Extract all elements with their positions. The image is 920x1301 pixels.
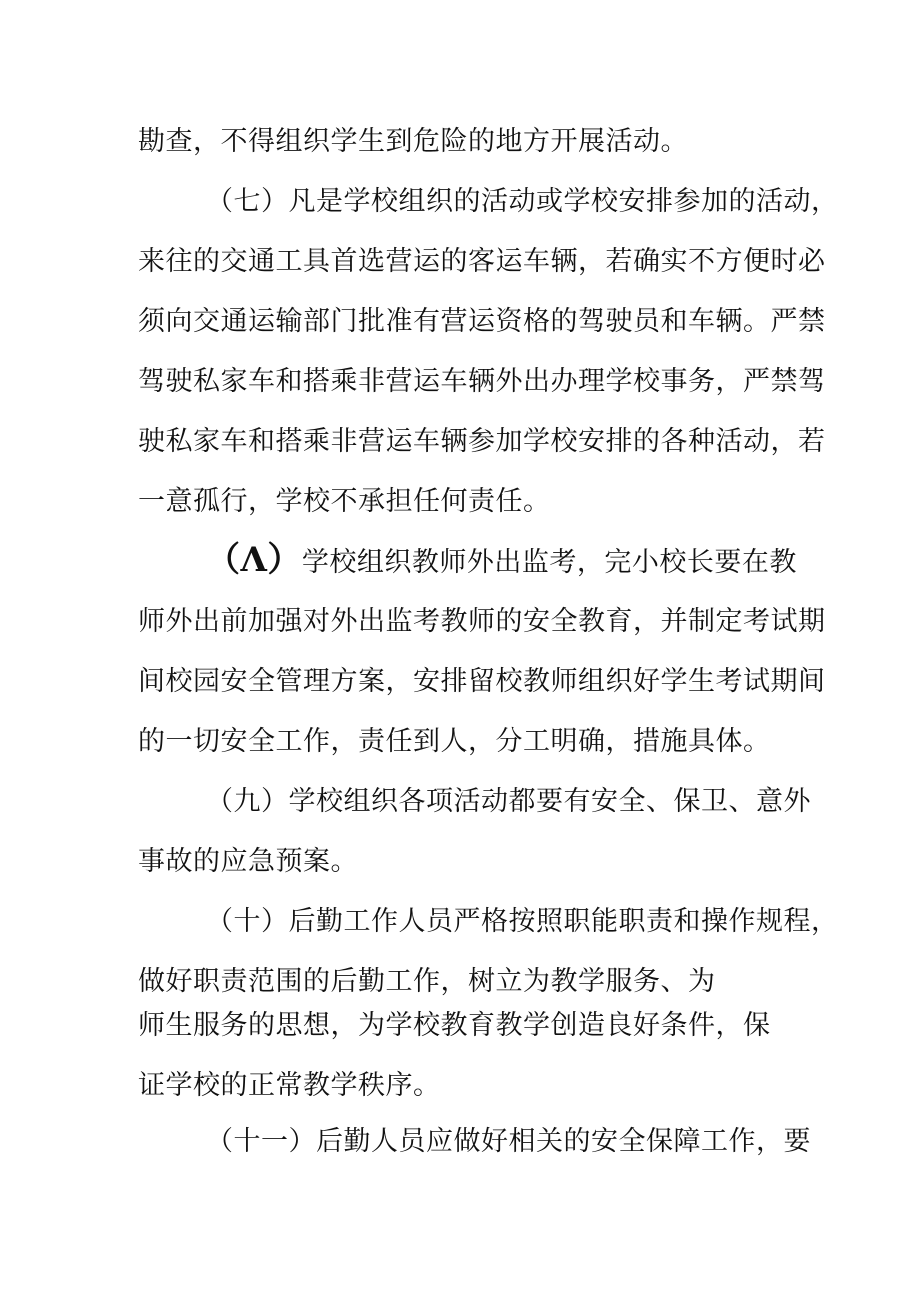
text-line: 驶私家车和搭乘非营运车辆参加学校安排的各种活动，若 xyxy=(138,426,826,457)
text-line: 做好职责范围的后勤工作，树立为教学服务、为 xyxy=(138,966,716,997)
item-8-line xyxy=(206,542,797,581)
text-line: 须向交通运输部门批准有营运资格的驾驶员和车辆。严禁 xyxy=(138,306,826,337)
text-line: 事故的应急预案。 xyxy=(138,846,358,877)
text-line: 的一切安全工作，责任到人，分工明确，措施具体。 xyxy=(138,726,771,757)
text-line: （十一）后勤人员应做好相关的安全保障工作，要 xyxy=(206,1126,811,1157)
text-line: 间校园安全管理方案，安排留校教师组织好学生考试期间 xyxy=(138,666,826,697)
text-line: （十）后勤工作人员严格按照职能职责和操作规程， xyxy=(206,906,839,937)
item-8-label: （Λ） xyxy=(206,540,302,580)
text-line: 驾驶私家车和搭乘非营运车辆外出办理学校事务，严禁驾 xyxy=(138,366,826,397)
text-line: 来往的交通工具首选营运的客运车辆，若确实不方便时必 xyxy=(138,246,826,277)
text-line: 勘查，不得组织学生到危险的地方开展活动。 xyxy=(138,126,688,157)
text-line: 一意孤行，学校不承担任何责任。 xyxy=(138,486,551,517)
item-8-text: 学校组织教师外出监考，完小校长要在教 xyxy=(301,547,797,578)
text-line: （九）学校组织各项活动都要有安全、保卫、意外 xyxy=(206,786,811,817)
text-line: 师外出前加强对外出监考教师的安全教育，并制定考试期 xyxy=(138,606,826,637)
text-line: （七）凡是学校组织的活动或学校安排参加的活动， xyxy=(206,186,839,217)
text-line: 证学校的正常教学秩序。 xyxy=(138,1070,441,1101)
text-line: 师生服务的思想，为学校教育教学创造良好条件，保 xyxy=(138,1010,771,1041)
